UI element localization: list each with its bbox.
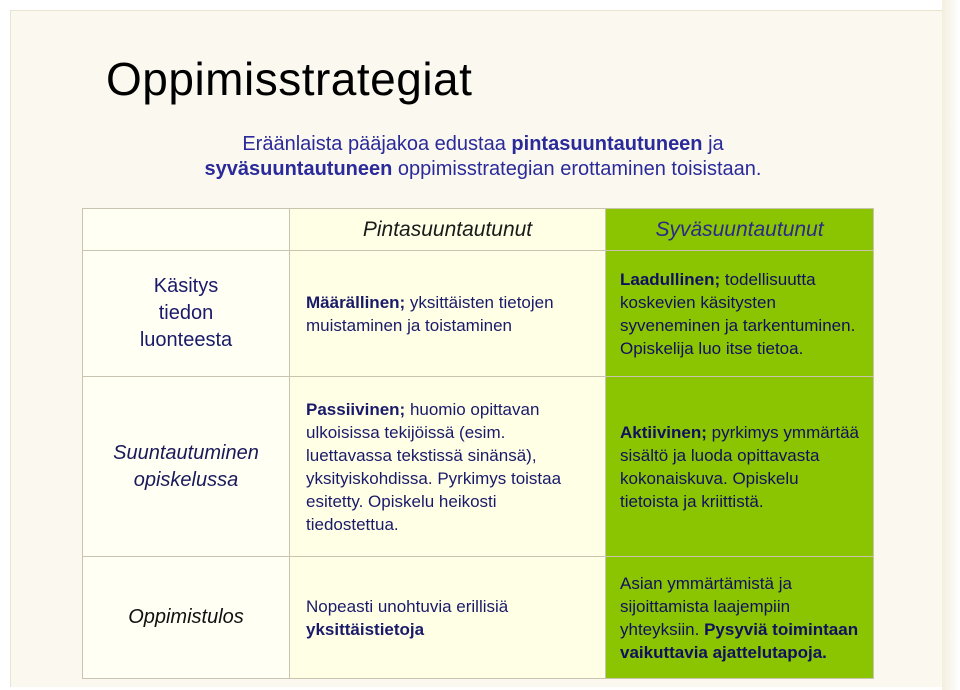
table-row [83, 251, 874, 377]
cell-pinta-kasitys [290, 251, 606, 377]
slide-subtitle [120, 132, 846, 182]
cell-pinta-suuntautuminen [290, 377, 606, 557]
subtitle-text-1: Eräänlaista pääjakoa edustaa [242, 133, 512, 155]
header-pintasuuntautunut: Pintasuuntautunut [290, 209, 606, 251]
row-label-suuntautuminen [83, 377, 290, 557]
table-header-row [83, 209, 874, 251]
subtitle-text-3: oppimisstrategian erottaminen toisistaan. [392, 158, 762, 180]
cell-pinta-oppimistulos [290, 557, 606, 679]
row-label-line: opiskelussa [133, 468, 239, 491]
cell-text: pyrkimys ymmärtää sisältö ja luoda opittavasta kokonaiskuva. Opiskelu tietoista ja kriittistä. [620, 422, 859, 511]
cell-text: yksittäisten tietojen muistaminen ja toistaminen [306, 292, 554, 335]
table-row [83, 377, 874, 557]
subtitle-text-2: ja [702, 133, 724, 155]
cell-syva-kasitys [606, 251, 874, 377]
cell-text: Asian ymmärtämistä ja sijoittamista laajempiin yhteyksiin. [620, 573, 792, 639]
table-row [83, 557, 874, 679]
cell-text: Nopeasti unohtuvia erillisiä [306, 596, 509, 616]
cell-lead: Aktiivinen; [620, 422, 707, 442]
header-empty-cell [83, 209, 290, 251]
row-label-oppimistulos [83, 557, 290, 679]
cell-syva-suuntautuminen [606, 377, 874, 557]
cell-text: huomio opittavan ulkoisissa tekijöissä (esim. luettavassa tekstissä sinänsä), yksityiskohdissa. Pyrkimys toistaa esitetty. Opiskelu heikosti tiedostettua. [306, 399, 562, 534]
header-syvasuuntautunut: Syväsuuntautunut [606, 209, 874, 251]
cell-lead: Laadullinen; [620, 269, 721, 289]
subtitle-bold-1: pintasuuntautuneen [511, 133, 703, 155]
row-label-line: tiedon [158, 302, 214, 324]
row-label-line: Oppimistulos [128, 606, 244, 628]
subtitle-bold-2: syväsuuntautuneen [204, 158, 393, 180]
cell-bold: Pysyviä toimintaan vaikuttavia ajattelutapoja. [620, 619, 859, 662]
cell-text: todellisuutta koskevien käsitysten syveneminen ja tarkentuminen. Opiskelija luo itse tietoa. [620, 269, 856, 358]
slide-edge-shadow [942, 0, 960, 690]
row-label-line: Käsitys [153, 275, 219, 297]
cell-lead: Määrällinen; [306, 292, 406, 312]
row-label-line: luonteesta [139, 329, 233, 351]
slide-title: Oppimisstrategiat [106, 53, 473, 105]
row-label-kasitys [83, 251, 290, 377]
strategy-table [82, 208, 874, 679]
cell-syva-oppimistulos [606, 557, 874, 679]
row-label-line: Suuntautuminen [113, 441, 259, 464]
cell-bold: yksittäistietoja [306, 619, 425, 639]
cell-lead: Passiivinen; [306, 399, 406, 419]
